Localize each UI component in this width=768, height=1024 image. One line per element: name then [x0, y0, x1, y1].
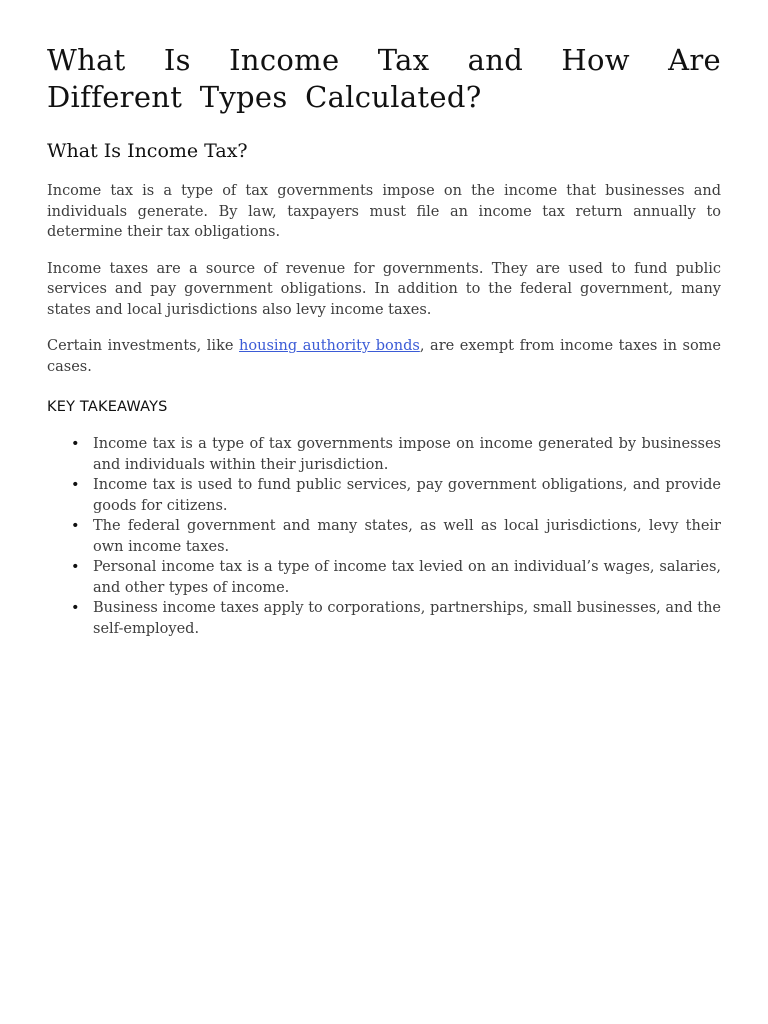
section-heading: What Is Income Tax?	[47, 140, 248, 162]
investments-text-after: , are exempt from income taxes in some cases.	[47, 338, 722, 375]
bullet-icon: •	[71, 436, 80, 452]
bullet-icon: •	[71, 477, 80, 493]
key-takeaways-heading: KEY TAKEAWAYS	[47, 399, 168, 415]
bullet-icon: •	[71, 559, 80, 575]
takeaway-text: Income tax is a type of tax governments impose on income generated by businesses and individuals within their jurisdiction.	[93, 436, 721, 473]
list-item	[71, 434, 721, 475]
takeaway-text: Personal income tax is a type of income tax levied on an individual’s wages, salaries, and other types of income.	[93, 559, 721, 596]
list-item	[71, 516, 721, 557]
paragraph-revenue: Income taxes are a source of revenue for governments. They are used to fund public services and pay government obligations. In addition to the federal government, many states and local jurisdictions also levy income taxes.	[47, 260, 721, 318]
takeaway-text: The federal government and many states, as well as local jurisdictions, levy their own income taxes.	[93, 518, 721, 555]
takeaway-text: Business income taxes apply to corporations, partnerships, small businesses, and the self-employed.	[93, 600, 721, 637]
investments-text-before: Certain investments, like	[47, 338, 240, 354]
list-item	[71, 598, 721, 639]
paragraph-investments	[47, 336, 721, 377]
paragraph-definition: Income tax is a type of tax governments impose on the income that businesses and individuals generate. By law, taxpayers must file an income tax return annually to determine their tax obligations.	[47, 183, 721, 240]
bullet-icon: •	[71, 518, 80, 534]
housing-authority-bonds-link[interactable]: housing authority bonds	[239, 338, 420, 354]
list-item	[71, 557, 721, 598]
document-page	[47, 42, 721, 639]
takeaway-text: Income tax is used to fund public services, pay government obligations, and provide goods for citizens.	[93, 477, 721, 514]
bullet-icon: •	[71, 600, 80, 616]
list-item	[71, 475, 721, 516]
key-takeaways-list	[47, 434, 721, 639]
document-title: What Is Income Tax and How Are Different Types Calculated?	[47, 43, 721, 114]
